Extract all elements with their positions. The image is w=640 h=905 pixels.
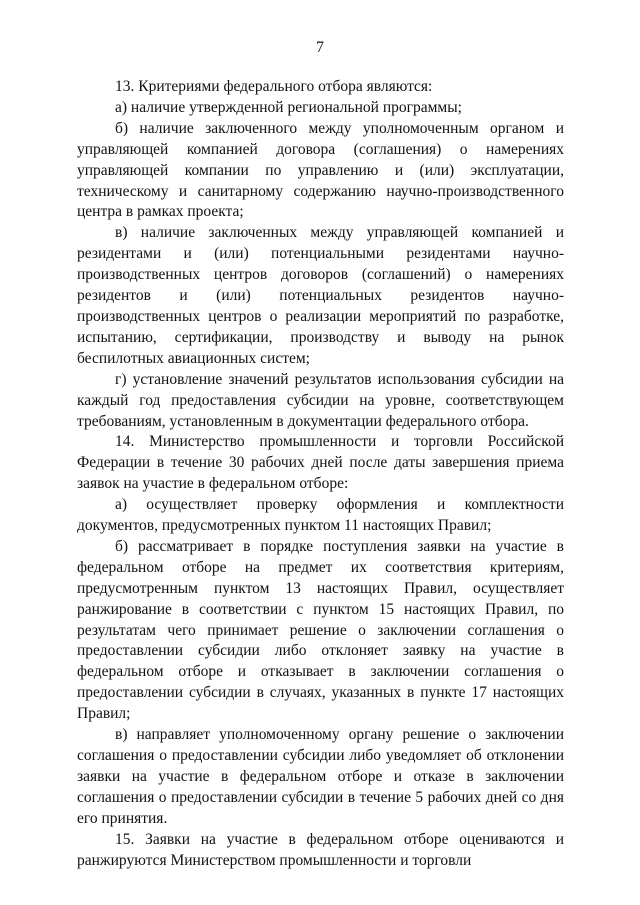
paragraph-14-b: б) рассматривает в порядке поступления заявки на участие в федеральном отборе на предмет их соответствия критериям, предусмотренным пунктом 13 настоящих Правил, осуществляет ранжирование в соответствии с пунктом 15 настоящих Правил, по результатам чего принимает решение о заключении соглашения о предоставлении субсидии либо отклоняет заявку на участие в федеральном отборе и отказывает в заключении соглашения о предоставлении субсидии в случаях, указанных в пункте 17 настоящих Правил; [77, 537, 564, 723]
paragraph-14-a: а) осуществляет проверку оформления и комплектности документов, предусмотренных пунктом 11 настоящих Правил; [77, 496, 564, 535]
paragraph-13-a: а) наличие утвержденной региональной программы; [115, 98, 462, 116]
paragraph-14-c: в) направляет уполномоченному органу решение о заключении соглашения о предоставлении субсидии либо уведомляет об отклонении заявки на участие в федеральном отборе и отказе в заключении соглашения о предоставлении субсидии в течение 5 рабочих дней со дня его принятия. [77, 726, 564, 827]
paragraph-13-d: г) установление значений результатов использования субсидии на каждый год предоставления субсидии на уровне, соответствующем требованиям, установленным в документации федерального отбора. [77, 370, 564, 430]
document-body [77, 77, 564, 871]
paragraph-13-c: в) наличие заключенных между управляющей компанией и резидентами и (или) потенциальными резидентами научно-производственных центров договоров (соглашений) о намерениях резидентов и (или) потенциальных резидентов научно-производственных центров о реализации мероприятий по разработке, испытанию, сертификации, производству и выводу на рынок беспилотных авиационных систем; [77, 224, 564, 367]
paragraph-13-b: б) наличие заключенного между уполномоченным органом и управляющей компанией договора (соглашения) о намерениях управляющей компании по управлению и (или) эксплуатации, техническому и санитарному содержанию научно-производственного центра в рамках проекта; [77, 119, 564, 221]
page-number: 7 [316, 39, 324, 56]
paragraph-15-heading: 15. Заявки на участие в федеральном отборе оцениваются и ранжируются Министерством промышленности и торговли [77, 830, 564, 869]
paragraph-14-heading: 14. Министерство промышленности и торговли Российской Федерации в течение 30 рабочих дней после даты завершения приема заявок на участие в федеральном отборе: [77, 433, 564, 493]
paragraph-13-heading: 13. Критериями федерального отбора являются: [115, 78, 433, 95]
